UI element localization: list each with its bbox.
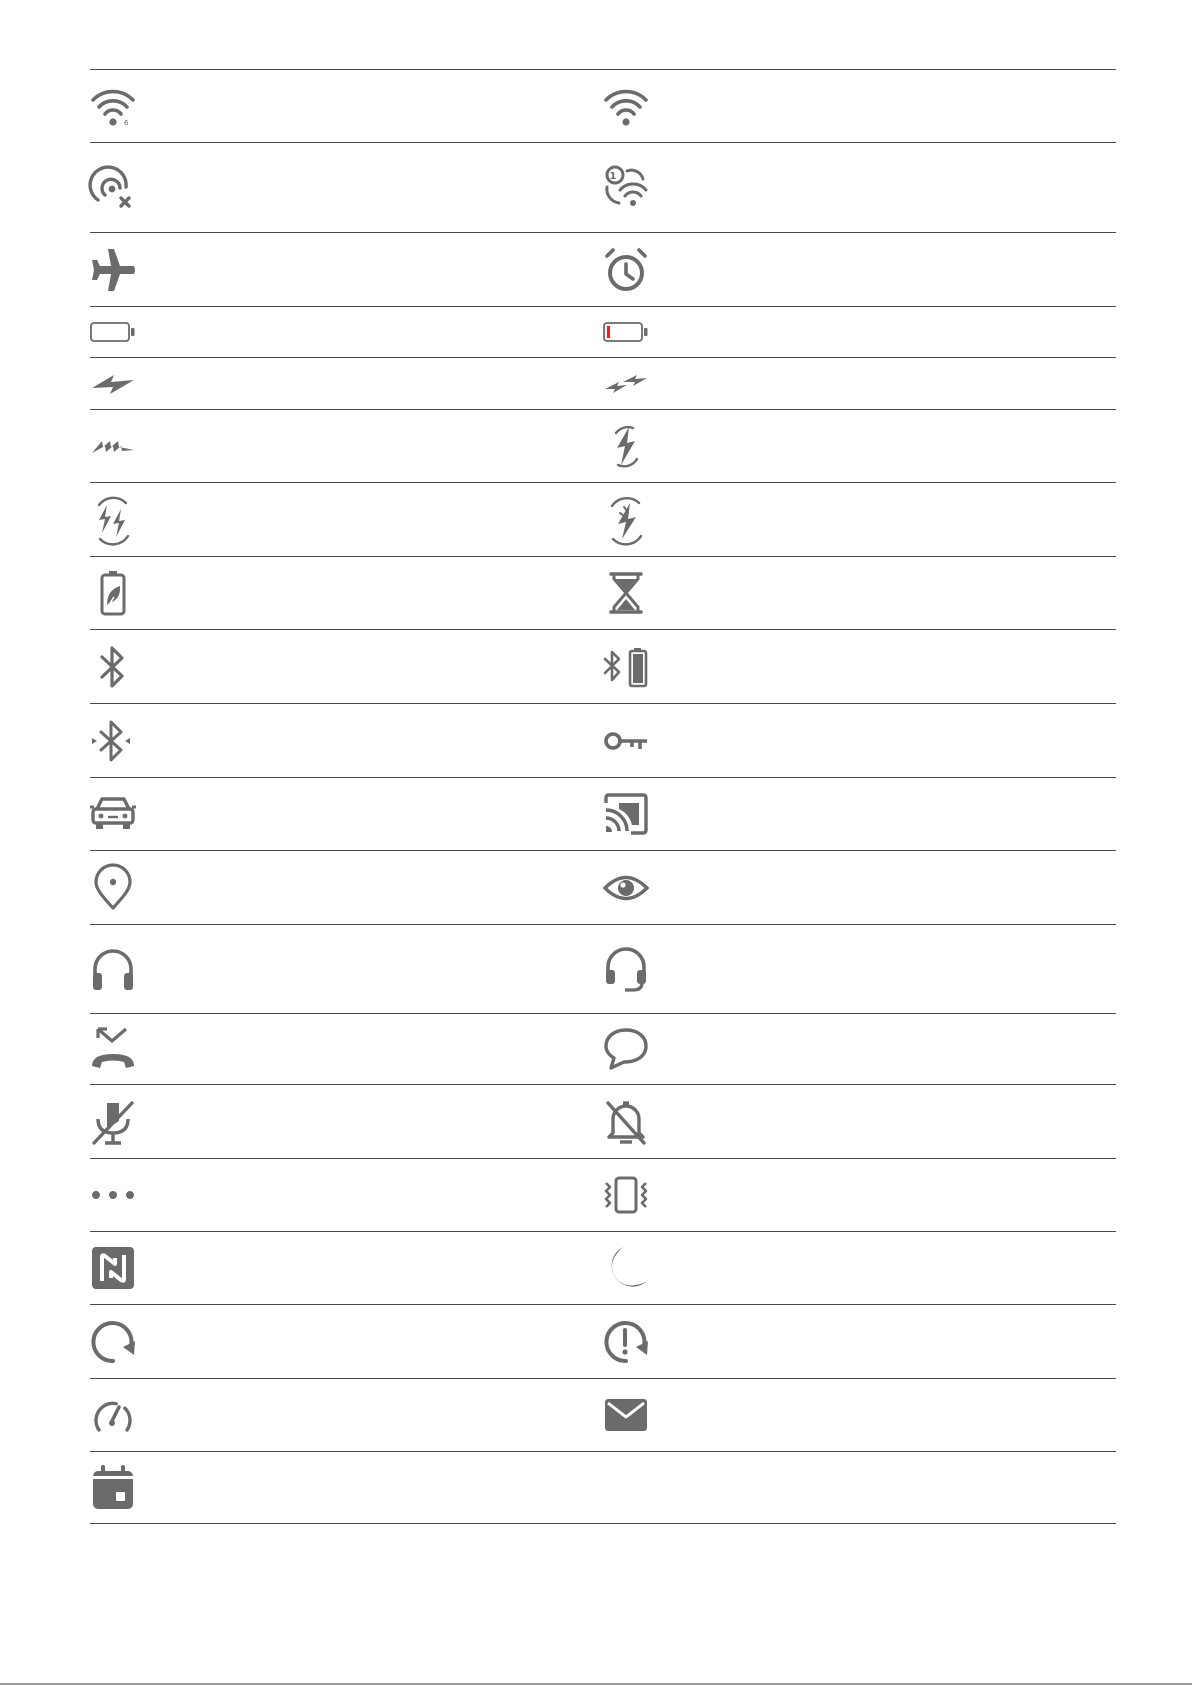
location-icon [90, 865, 136, 911]
table-row [90, 142, 1116, 232]
wifi-icon [603, 83, 649, 129]
wireless-fast-charging-icon [90, 497, 136, 543]
battery-empty-icon [90, 321, 136, 343]
table-row [90, 1158, 1116, 1231]
table-cell [603, 358, 1116, 409]
nfc-icon [90, 1245, 136, 1291]
table-row [90, 1304, 1116, 1378]
bluetooth-battery-icon [603, 644, 649, 690]
table-cell [603, 1232, 1116, 1304]
power-saving-icon [90, 570, 136, 616]
table-cell [90, 143, 603, 232]
event-reminder-icon [90, 1465, 136, 1511]
table-cell [90, 778, 603, 850]
table-cell [90, 630, 603, 703]
table-row [90, 556, 1116, 629]
table-row [90, 306, 1116, 357]
table-cell [603, 704, 1116, 777]
battery-low-icon [603, 321, 649, 343]
table-row [90, 482, 1116, 556]
svg-text:1: 1 [609, 170, 617, 182]
table-cell [90, 1305, 603, 1378]
wifi-hotspot-disconnected-icon [90, 165, 136, 211]
table-row [90, 924, 1116, 1013]
more-notifications-icon [90, 1172, 136, 1218]
super-charging-icon [90, 433, 136, 459]
unread-messages-icon [603, 1026, 649, 1072]
table-cell [90, 1085, 603, 1158]
new-email-icon [603, 1392, 649, 1438]
alarm-icon [603, 247, 649, 293]
table-row [90, 1084, 1116, 1158]
dual-sim-wifi-icon [603, 165, 649, 211]
syncing-icon [90, 1319, 136, 1365]
table-cell [603, 1014, 1116, 1084]
table-cell [90, 1452, 603, 1523]
table-cell [90, 483, 603, 556]
do-not-disturb-icon [603, 1245, 649, 1291]
table-cell [603, 1085, 1116, 1158]
table-cell [90, 1159, 603, 1231]
table-cell [603, 778, 1116, 850]
airplane-mode-icon [90, 247, 136, 293]
table-cell [603, 143, 1116, 232]
table-cell [603, 70, 1116, 142]
table-row [90, 232, 1116, 306]
table-cell [603, 557, 1116, 629]
table-cell [90, 410, 603, 482]
missed-call-icon [90, 1026, 136, 1072]
table-row [90, 703, 1116, 777]
table-row [90, 357, 1116, 409]
table-cell [603, 1379, 1116, 1451]
svg-text:6: 6 [124, 119, 129, 127]
charging-icon [90, 371, 136, 397]
eye-comfort-icon [603, 865, 649, 911]
wifi-6-icon [90, 83, 136, 129]
table-row [90, 1231, 1116, 1304]
fast-charging-icon [603, 371, 649, 397]
table-cell [90, 70, 603, 142]
headset-with-mic-icon [603, 946, 649, 992]
table-row [90, 777, 1116, 850]
bluetooth-connected-icon [90, 718, 136, 764]
wireless-super-charging-icon [603, 497, 649, 543]
status-icon-table [90, 69, 1116, 1524]
bluetooth-icon [90, 644, 136, 690]
table-cell [90, 704, 603, 777]
vibrate-icon [603, 1172, 649, 1218]
table-cell [603, 1159, 1116, 1231]
performance-mode-icon [90, 1392, 136, 1438]
table-cell [90, 851, 603, 924]
table-row [90, 1013, 1116, 1084]
table-cell [603, 1305, 1116, 1378]
table-cell [603, 233, 1116, 306]
table-row [90, 629, 1116, 703]
table-row [90, 850, 1116, 924]
table-cell [603, 925, 1116, 1013]
vpn-key-icon [603, 718, 649, 764]
table-cell [90, 358, 603, 409]
table-cell [90, 307, 603, 357]
digital-balance-icon [603, 570, 649, 616]
sync-failed-icon [603, 1319, 649, 1365]
table-cell [603, 483, 1116, 556]
table-cell [603, 410, 1116, 482]
table-cell [90, 233, 603, 306]
mute-microphone-icon [90, 1099, 136, 1145]
table-cell [603, 851, 1116, 924]
table-cell [90, 1014, 603, 1084]
silent-mode-icon [603, 1099, 649, 1145]
screen-projection-icon [603, 791, 649, 837]
wireless-charging-icon [603, 423, 649, 469]
table-row [90, 69, 1116, 142]
driving-mode-icon [90, 791, 136, 837]
table-cell [603, 307, 1116, 357]
table-row [90, 1378, 1116, 1451]
table-row [90, 1451, 1116, 1524]
table-cell [90, 1232, 603, 1304]
table-cell [90, 557, 603, 629]
table-row [90, 409, 1116, 482]
headset-icon [90, 946, 136, 992]
table-cell [603, 630, 1116, 703]
table-cell [90, 925, 603, 1013]
table-cell-empty [603, 1452, 1116, 1523]
table-cell [90, 1379, 603, 1451]
